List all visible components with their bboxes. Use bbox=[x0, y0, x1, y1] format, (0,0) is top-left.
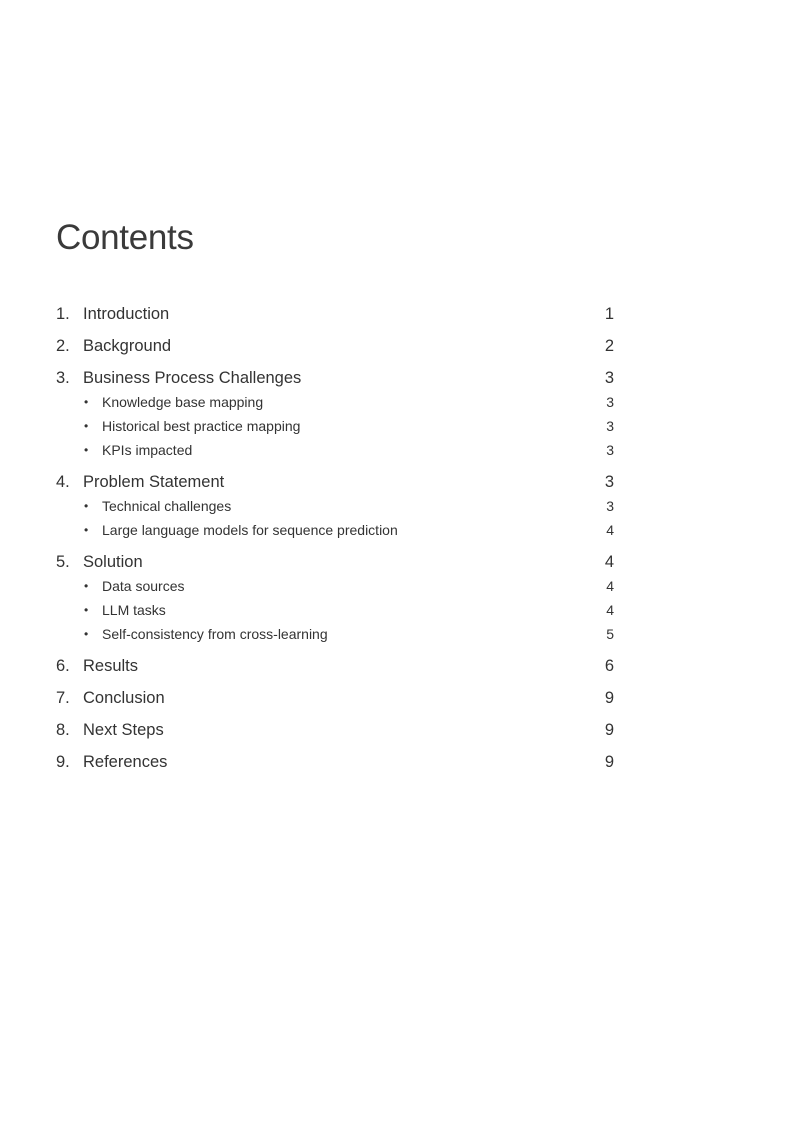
toc-entry-number: 9. bbox=[56, 753, 70, 771]
toc-entry-page: 3 bbox=[604, 369, 614, 387]
toc-entry-business-process-challenges[interactable] bbox=[56, 366, 614, 390]
toc-subentry-page: 5 bbox=[606, 626, 614, 642]
toc-entry-page: 3 bbox=[604, 473, 614, 491]
toc-entry-problem-statement[interactable] bbox=[56, 470, 614, 494]
toc-entry-label[interactable]: Background bbox=[83, 337, 172, 355]
toc-subentry-page: 4 bbox=[606, 522, 614, 538]
bullet-icon: • bbox=[84, 499, 89, 513]
toc-entry-label[interactable]: Introduction bbox=[83, 305, 170, 323]
toc-subentry-page: 4 bbox=[606, 578, 614, 594]
toc-entry-number: 1. bbox=[56, 305, 70, 323]
toc-subentry-page: 4 bbox=[606, 602, 614, 618]
toc-entry-background[interactable] bbox=[56, 334, 614, 358]
bullet-icon: • bbox=[84, 443, 89, 457]
toc-entry-label[interactable]: Solution bbox=[83, 553, 143, 571]
toc-subentry-page: 3 bbox=[606, 442, 614, 458]
toc-entry-solution[interactable] bbox=[56, 550, 614, 574]
toc-entry-number: 7. bbox=[56, 689, 70, 707]
toc-entry-number: 6. bbox=[56, 657, 70, 675]
toc-subentry-page: 3 bbox=[606, 394, 614, 410]
toc-entry-page: 6 bbox=[604, 657, 614, 675]
toc-subentry-knowledge-base-mapping[interactable] bbox=[56, 390, 614, 414]
toc-subentry-page: 3 bbox=[606, 418, 614, 434]
bullet-icon: • bbox=[84, 603, 89, 617]
toc-entry-page: 2 bbox=[604, 337, 614, 355]
toc-entry-page: 4 bbox=[604, 553, 614, 571]
toc-entry-number: 8. bbox=[56, 721, 70, 739]
toc-subentry-llm-sequence-prediction[interactable] bbox=[56, 518, 614, 542]
toc-subentry-label[interactable]: LLM tasks bbox=[102, 602, 166, 618]
toc-entry-results[interactable] bbox=[56, 654, 614, 678]
table-of-contents bbox=[56, 302, 614, 774]
toc-entry-label[interactable]: Business Process Challenges bbox=[83, 369, 302, 387]
toc-subentry-self-consistency[interactable] bbox=[56, 622, 614, 646]
toc-entry-number: 2. bbox=[56, 337, 70, 355]
toc-entry-label[interactable]: Problem Statement bbox=[83, 473, 225, 491]
bullet-icon: • bbox=[84, 523, 89, 537]
toc-entry-label[interactable]: Results bbox=[83, 657, 139, 675]
bullet-icon: • bbox=[84, 419, 89, 433]
bullet-icon: • bbox=[84, 395, 89, 409]
bullet-icon: • bbox=[84, 579, 89, 593]
toc-subentry-label[interactable]: Knowledge base mapping bbox=[102, 394, 264, 410]
toc-entry-page: 1 bbox=[604, 305, 614, 323]
toc-subentry-llm-tasks[interactable] bbox=[56, 598, 614, 622]
toc-entry-number: 5. bbox=[56, 553, 70, 571]
toc-subentry-label[interactable]: Historical best practice mapping bbox=[102, 418, 301, 434]
toc-entry-number: 3. bbox=[56, 369, 70, 387]
toc-entry-label[interactable]: Next Steps bbox=[83, 721, 164, 739]
bullet-icon: • bbox=[84, 627, 89, 641]
toc-entry-label[interactable]: Conclusion bbox=[83, 689, 165, 707]
toc-entry-page: 9 bbox=[604, 689, 614, 707]
toc-entry-introduction[interactable] bbox=[56, 302, 614, 326]
toc-entry-page: 9 bbox=[604, 753, 614, 771]
toc-entry-label[interactable]: References bbox=[83, 753, 168, 771]
toc-entry-conclusion[interactable] bbox=[56, 686, 614, 710]
toc-subentry-label[interactable]: Data sources bbox=[102, 578, 185, 594]
toc-subentry-label[interactable]: Self-consistency from cross-learning bbox=[102, 626, 328, 642]
toc-subentry-page: 3 bbox=[606, 498, 614, 514]
toc-entry-references[interactable] bbox=[56, 750, 614, 774]
toc-subentry-label[interactable]: Technical challenges bbox=[102, 498, 232, 514]
toc-subentry-historical-best-practice-mapping[interactable] bbox=[56, 414, 614, 438]
toc-entry-page: 9 bbox=[604, 721, 614, 739]
toc-entry-number: 4. bbox=[56, 473, 70, 491]
page-title: Contents bbox=[56, 218, 194, 257]
toc-entry-next-steps[interactable] bbox=[56, 718, 614, 742]
toc-subentry-label[interactable]: Large language models for sequence prediction bbox=[102, 522, 398, 538]
toc-subentry-data-sources[interactable] bbox=[56, 574, 614, 598]
toc-subentry-technical-challenges[interactable] bbox=[56, 494, 614, 518]
toc-subentry-kpis-impacted[interactable] bbox=[56, 438, 614, 462]
toc-subentry-label[interactable]: KPIs impacted bbox=[102, 442, 193, 458]
